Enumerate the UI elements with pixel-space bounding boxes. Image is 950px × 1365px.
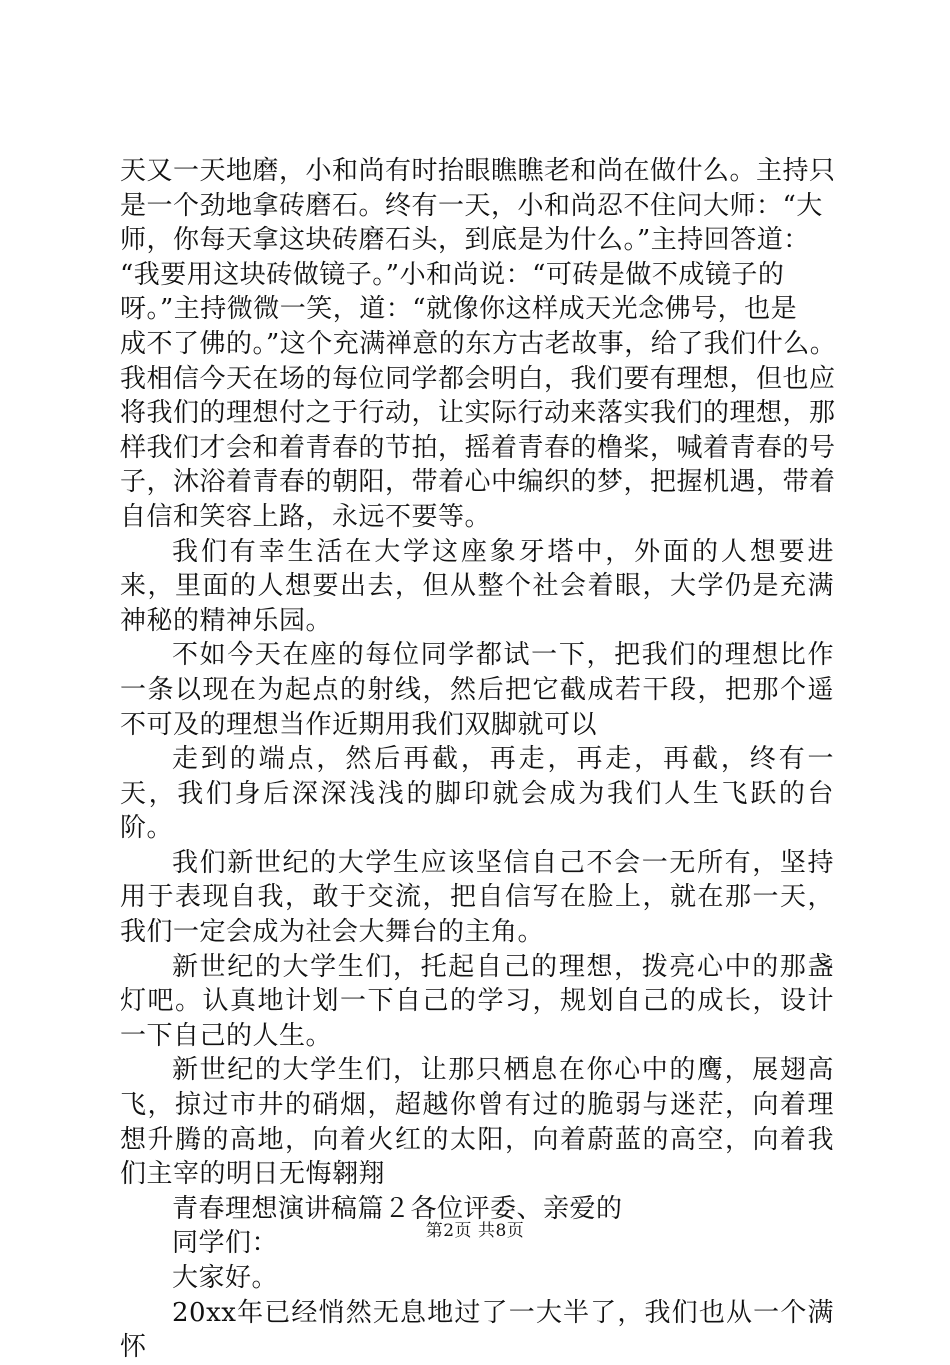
text-line: 样我们才会和着青春的节拍，摇着青春的橹桨，喊着青春的号 [120,432,836,463]
paragraph: 不如今天在座的每位同学都试一下，把我们的理想比作一条以现在为起点的射线，然后把它截成若干段，把那个遥不可及的理想当作近期用我们双脚就可以 [120,640,834,740]
paragraph: 新世纪的大学生们，托起自己的理想，拨亮心中的那盏灯吧。认真地计划一下自己的学习，规划自己的成长，设计一下自己的人生。 [120,951,834,1051]
paragraph-story-ending [120,154,837,535]
paragraph: 20xx年已经悄然无息地过了一大半了，我们也从一个满怀 [120,1297,834,1363]
text-line: 呀。”主持微微一笑，道：“就像你这样成天光念佛号，也是 [120,294,798,325]
paragraph: 我们新世纪的大学生应该坚信自己不会一无所有，坚持用于表现自我，敢于交流，把自信写在脸上，就在那一天，我们一定会成为社会大舞台的主角。 [120,847,834,948]
document-body [120,154,837,1365]
text-line: 天又一天地磨，小和尚有时抬眼瞧瞧老和尚在做什么。主持只 [120,156,836,186]
paragraph: 走到的端点，然后再截，再走，再走，再截，终有一天，我们身后深深浅浅的脚印就会成为我们人生飞跃的台阶。 [120,744,834,844]
page-number-footer: 第2页 共8页 [425,1221,525,1241]
paragraph: 我们有幸生活在大学这座象牙塔中，外面的人想要进来，里面的人想要出去，但从整个社会着眼，大学仍是充满神秘的精神乐园。 [120,536,834,636]
text-line: 子，沐浴着青春的朝阳，带着心中编织的梦，把握机遇，带着 [120,467,836,498]
text-line: 成不了佛的。”这个充满禅意的东方古老故事，给了我们什么。 [120,328,837,359]
section-heading: 青春理想演讲稿篇２各位评委、亲爱的 [172,1193,623,1224]
greeting: 大家好。 [172,1263,279,1293]
text-line: “我要用这块砖做镜子。”小和尚说：“可砖是做不成镜子的 [120,259,785,290]
text-line: 将我们的理想付之于行动，让实际行动来落实我们的理想，那 [120,398,836,429]
text-line: 我相信今天在场的每位同学都会明白，我们要有理想，但也应 [120,363,836,394]
paragraph: 新世纪的大学生们，让那只栖息在你心中的鹰，展翅高飞，掠过市井的硝烟，超越你曾有过的脆弱与迷茫，向着理想升腾的高地，向着火红的太阳，向着蔚蓝的高空，向着我们主宰的明日无悔翱翔 [120,1055,834,1190]
text-line: 是一个劲地拿砖磨石。终有一天，小和尚忍不住问大师：“大 [120,190,823,221]
text-line: 师，你每天拿这块砖磨石头，到底是为什么。”主持回答道： [120,225,810,256]
salutation: 同学们： [172,1228,279,1259]
text-line: 自信和笑容上路，永远不要等。 [120,501,492,532]
